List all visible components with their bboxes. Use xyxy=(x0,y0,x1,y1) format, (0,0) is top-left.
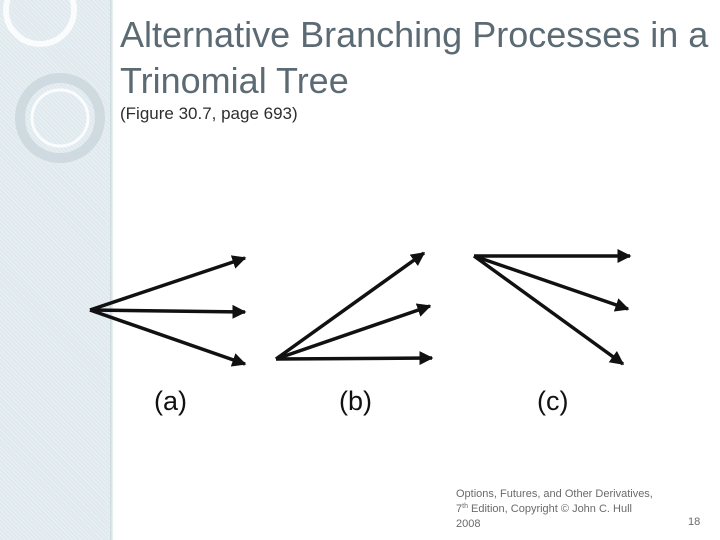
slide-title: Alternative Branching Processes in a Trinomial Tree xyxy=(120,14,709,101)
slide-subtitle: (Figure 30.7, page 693) xyxy=(120,104,298,123)
footer-line-2 xyxy=(456,502,686,517)
arrow-c-down xyxy=(474,256,623,364)
footer-line-1: Options, Futures, and Other Derivatives, xyxy=(456,488,653,500)
footer-edition-number: 7 xyxy=(456,503,463,515)
arrow-b-up xyxy=(276,253,424,359)
branching-b xyxy=(276,253,432,359)
footer-copyright xyxy=(456,487,686,532)
branching-a xyxy=(90,258,245,364)
footer-edition-suffix: th xyxy=(462,503,468,510)
footer-line-3: 2008 xyxy=(456,518,481,530)
branching-c xyxy=(474,256,630,364)
arrow-b-mid xyxy=(276,306,430,359)
arrow-b-down xyxy=(276,358,432,359)
page-number: 18 xyxy=(688,516,701,528)
label-a: (a) xyxy=(154,386,187,416)
arrow-a-down xyxy=(90,310,245,364)
arrow-a-mid xyxy=(90,310,245,312)
arrow-a-up xyxy=(90,258,245,310)
label-c: (c) xyxy=(537,386,569,416)
arrow-c-mid xyxy=(474,256,628,309)
label-b: (b) xyxy=(339,386,372,416)
footer-copyright-text: Edition, Copyright © John C. Hull xyxy=(467,503,632,515)
